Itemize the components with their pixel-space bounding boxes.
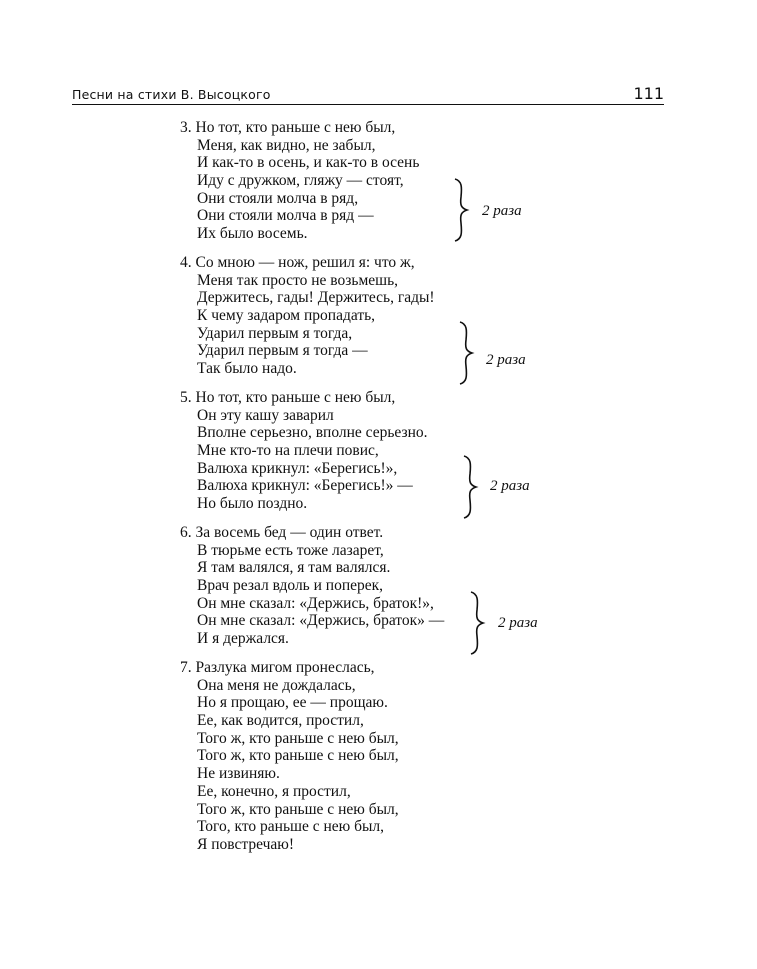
repeat-marker: 2 раза — [486, 352, 526, 368]
stanza-number: 7. — [180, 659, 192, 676]
running-header — [72, 84, 664, 104]
stanza-line: Они стояли молча в ряд, — [197, 189, 359, 207]
header-title: Песни на стихи В. Высоцкого — [72, 87, 271, 102]
stanza-line: Меня так просто не возьмешь, — [197, 271, 399, 289]
stanza-line: Иду с дружком, гляжу — стоят, — [197, 172, 404, 190]
stanza-line — [180, 389, 610, 407]
header-rule — [72, 104, 664, 105]
stanza-line: Валюха крикнул: «Берегись!», — [197, 459, 398, 477]
verse-text: За восемь бед — один ответ. — [195, 524, 384, 541]
stanza-line: Валюха крикнул: «Берегись!» — — [197, 477, 413, 495]
stanza-line: Ее, как водится, простил, — [197, 712, 364, 730]
stanza-line — [180, 119, 610, 137]
verse-text: Но тот, кто раньше с нею был, — [195, 119, 396, 136]
verse-text: Со мною — нож, решил я: что ж, — [195, 254, 415, 271]
stanza-line: Я повстречаю! — [197, 835, 294, 853]
repeat-brace — [468, 590, 486, 656]
stanza-line: Их было восемь. — [197, 225, 308, 243]
stanza-line: Не извиняю. — [197, 765, 280, 783]
stanza-line: Того ж, кто раньше с нею был, — [197, 747, 399, 765]
stanza-line: В тюрьме есть тоже лазарет, — [197, 541, 384, 559]
stanza-line: Она меня не дождалась, — [197, 676, 356, 694]
stanza-6 — [180, 524, 610, 648]
stanza-number: 4. — [180, 254, 192, 271]
stanza-line: Они стояли молча в ряд — — [197, 207, 374, 225]
stanza-line — [180, 254, 610, 272]
stanza-line: Он мне сказал: «Держись, браток» — — [197, 612, 445, 630]
stanza-line: Того, кто раньше с нею был, — [197, 818, 385, 836]
stanza-line: Он эту кашу заварил — [197, 406, 334, 424]
stanza-4 — [180, 254, 610, 378]
stanza-line: Врач резал вдоль и поперек, — [197, 577, 384, 595]
stanza-line: Вполне серьезно, вполне серьезно. — [197, 424, 428, 442]
stanza-3 — [180, 119, 610, 243]
repeat-brace — [461, 454, 479, 520]
stanza-line: Мне кто-то на плечи повис, — [197, 442, 379, 460]
stanza-line: К чему задаром пропадать, — [197, 307, 376, 325]
stanza-line: Я там валялся, я там валялся. — [197, 559, 391, 577]
stanza-line: Того ж, кто раньше с нею был, — [197, 800, 399, 818]
page-number: 111 — [633, 84, 664, 103]
stanza-line: Ее, конечно, я простил, — [197, 782, 351, 800]
repeat-brace — [452, 177, 470, 243]
stanza-line: Он мне сказал: «Держись, браток!», — [197, 594, 434, 612]
verse-text: Но тот, кто раньше с нею был, — [195, 389, 396, 406]
stanza-number: 5. — [180, 389, 192, 406]
stanza-line: Меня, как видно, не забыл, — [197, 136, 376, 154]
verse-text: Разлука мигом пронеслась, — [195, 659, 375, 676]
repeat-brace — [457, 320, 475, 386]
stanza-line — [180, 659, 610, 677]
stanza-7 — [180, 659, 610, 854]
stanza-number: 6. — [180, 524, 192, 541]
stanza-5 — [180, 389, 610, 513]
stanza-line: Ударил первым я тогда — — [197, 342, 368, 360]
repeat-marker: 2 раза — [498, 615, 538, 631]
stanza-line: Держитесь, гады! Держитесь, гады! — [197, 289, 435, 307]
stanza-line — [180, 524, 610, 542]
stanza-line: Того ж, кто раньше с нею был, — [197, 729, 399, 747]
stanza-line: Но я прощаю, ее — прощаю. — [197, 694, 388, 712]
stanza-line: Ударил первым я тогда, — [197, 324, 353, 342]
stanza-number: 3. — [180, 119, 192, 136]
repeat-marker: 2 раза — [482, 203, 522, 219]
stanza-line: Так было надо. — [197, 360, 297, 378]
stanza-line: И я держался. — [197, 630, 289, 648]
stanza-line: И как-то в осень, и как-то в осень — [197, 154, 420, 172]
repeat-marker: 2 раза — [490, 478, 530, 494]
stanza-line: Но было поздно. — [197, 495, 308, 513]
